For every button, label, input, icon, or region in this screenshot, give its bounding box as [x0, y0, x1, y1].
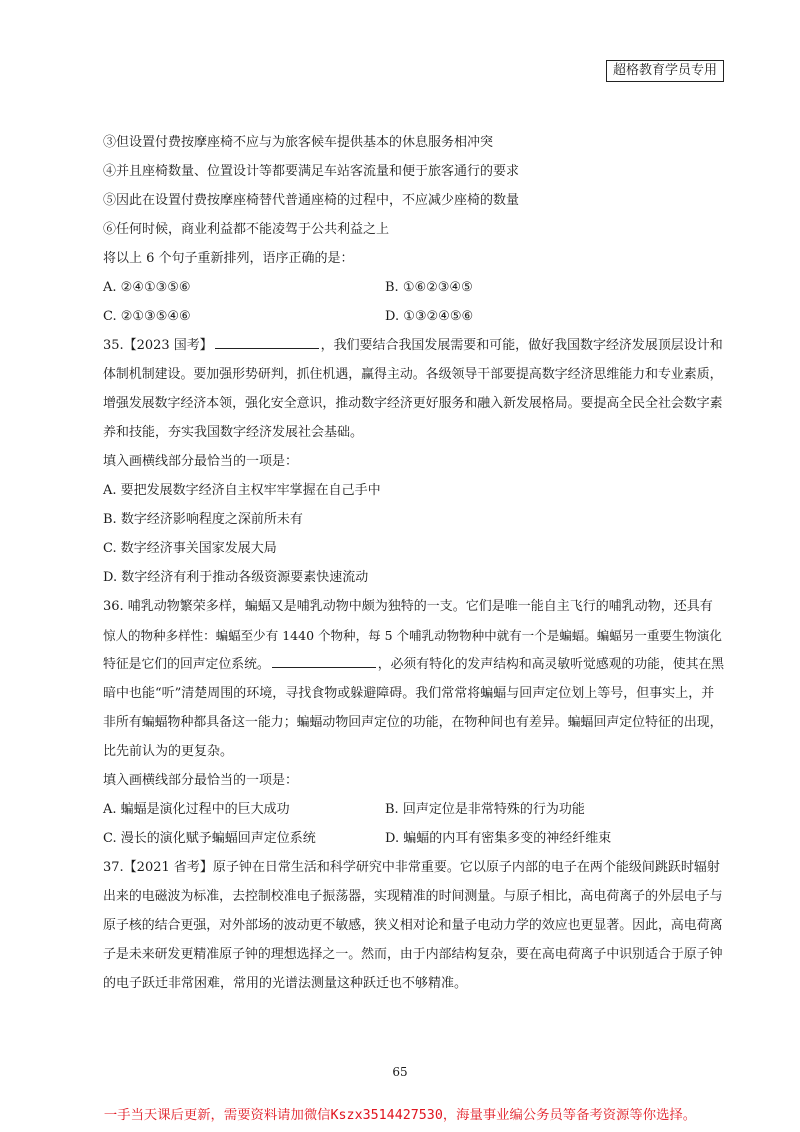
q36-option-d: D. 蝙蝠的内耳有密集多变的神经纤维束 [385, 831, 612, 846]
sentence-4: ④并且座椅数量、位置设计等都要满足车站客流量和便于旅客通行的要求 [103, 164, 520, 179]
q36-option-a: A. 蝙蝠是演化过程中的巨大成功 [103, 802, 290, 817]
q37-line-5: 的电子跃迁非常困难，常用的光谱法测量这种跃迁也不够精准。 [103, 976, 468, 991]
q35-line-1 [103, 331, 723, 360]
q36-line-3-after: ，必须有特化的发声结构和高灵敏听觉感观的功能，使其在黑 [377, 657, 725, 672]
q36-line-2: 惊人的物种多样性：蝙蝠至少有 1440 个物种，每 5 个哺乳动物物种中就有一个是蝙蝠。蝙蝠另一重要生物演化 [103, 628, 722, 643]
footer-notice: 一手当天课后更新，需要资料请加微信Kszx3514427530，海量事业编公务员等备考资源等你选择。 [103, 1108, 697, 1123]
q36-options-row-1 [103, 795, 723, 824]
q36-prompt: 填入画横线部分最恰当的一项是： [103, 773, 299, 788]
q36-options-row-2 [103, 824, 723, 853]
q35-line-4: 养和技能，夯实我国数字经济发展社会基础。 [103, 425, 364, 440]
sentence-5: ⑤因此在设置付费按摩座椅替代普通座椅的过程中，不应减少座椅的数量 [103, 193, 520, 208]
q35-prompt: 填入画横线部分最恰当的一项是： [103, 454, 299, 469]
sentence-6: ⑥任何时候，商业利益都不能凌驾于公共利益之上 [103, 222, 390, 237]
page-number: 65 [392, 1065, 408, 1079]
q35-option-b: B. 数字经济影响程度之深前所未有 [103, 512, 303, 527]
q34-prompt: 将以上 6 个句子重新排列，语序正确的是： [103, 251, 354, 266]
q35-prefix: 35.【2023 国考】 [103, 338, 213, 353]
sentence-3: ③但设置付费按摩座椅不应与为旅客候车提供基本的休息服务相冲突 [103, 135, 494, 150]
q35-option-c: C. 数字经济事关国家发展大局 [103, 541, 277, 556]
q35-line-2: 体制机制建设。要加强形势研判，抓住机遇，赢得主动。各级领导干部要提高数字经济思维能力和专业素质， [103, 367, 723, 382]
q36-line-6: 比先前认为的更复杂。 [103, 744, 234, 759]
q35-option-d: D. 数字经济有利于推动各级资源要素快速流动 [103, 570, 369, 585]
q35-blank [215, 332, 319, 349]
q36-line-3 [103, 650, 723, 679]
q35-line-3: 增强发展数字经济本领，强化安全意识，推动数字经济更好服务和融入新发展格局。要提高全民全社会数字素 [103, 396, 723, 411]
q37-line-1: 37.【2021 省考】原子钟在日常生活和科学研究中非常重要。它以原子内部的电子在两个能级间跳跃时辐射 [103, 860, 720, 875]
q36-option-c: C. 漫长的演化赋予蝙蝠回声定位系统 [103, 831, 316, 846]
q34-option-a: A. ②④①③⑤⑥ [103, 280, 191, 295]
q34-options-row-1 [103, 273, 723, 302]
q35-line-1-text: ，我们要结合我国发展需要和可能，做好我国数字经济发展顶层设计和 [320, 338, 723, 353]
exclusive-use-stamp: 超格教育学员专用 [606, 60, 724, 82]
q36-blank [272, 651, 376, 668]
q34-option-c: C. ②①③⑤④⑥ [103, 309, 191, 324]
q37-line-4: 子是未来研发更精准原子钟的理想选择之一。然而，由于内部结构复杂，要在高电荷离子中识别适合于原子钟 [103, 947, 723, 962]
q36-line-5: 非所有蝙蝠物种都具备这一能力；蝙蝠动物回声定位的功能，在物种间也有差异。蝙蝠回声定位特征的出现， [103, 715, 723, 730]
q36-line-4: 暗中也能“听”清楚周围的环境，寻找食物或躲避障碍。我们常常将蝙蝠与回声定位划上等号，但事实上，并 [103, 686, 715, 701]
q36-option-b: B. 回声定位是非常特殊的行为功能 [385, 802, 585, 817]
q37-line-2: 出来的电磁波为标准，去控制校准电子振荡器，实现精准的时间测量。与原子相比，高电荷离子的外层电子与 [103, 889, 723, 904]
q36-line-3-before: 特征是它们的回声定位系统。 [103, 657, 270, 672]
q35-option-a: A. 要把发展数字经济自主权牢牢掌握在自己手中 [103, 483, 381, 498]
page-content [103, 128, 723, 998]
q34-options-row-2 [103, 302, 723, 331]
q37-line-3: 原子核的结合更强，对外部场的波动更不敏感，狭义相对论和量子电动力学的效应也更显著。因此，高电荷离 [103, 918, 723, 933]
q34-option-b: B. ①⑥②③④⑤ [385, 280, 473, 295]
q34-option-d: D. ①③②④⑤⑥ [385, 309, 474, 324]
q36-line-1: 36. 哺乳动物繁荣多样，蝙蝠又是哺乳动物中颇为独特的一支。它们是唯一能自主飞行的哺乳动物，还具有 [103, 599, 713, 614]
